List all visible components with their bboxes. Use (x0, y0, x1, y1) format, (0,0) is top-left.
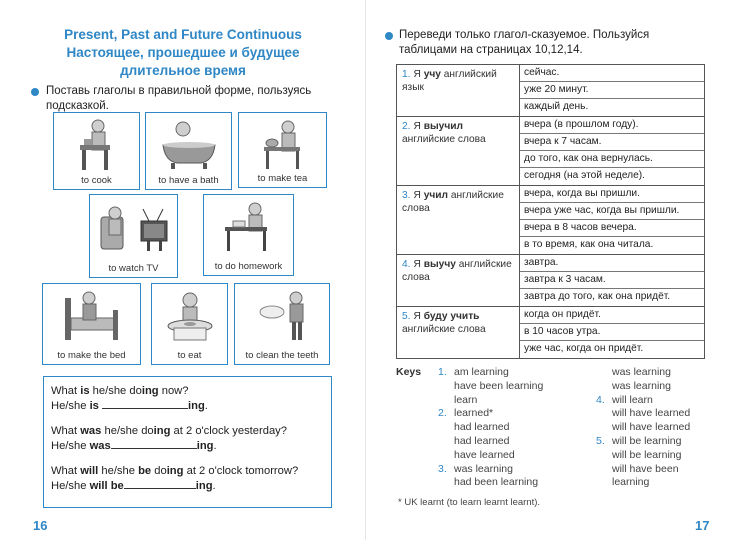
table-cell-time-phrases: завтра. завтра к 3 часам. завтра до того, как она придёт. (520, 255, 705, 307)
picture-card-tv (89, 194, 178, 278)
page-number-left: 16 (33, 518, 48, 533)
question-box (43, 376, 332, 508)
keys-column-1 (438, 366, 543, 490)
footnote: * UK learnt (to learn learnt learnt). (398, 497, 541, 508)
picture-card-homework (203, 194, 294, 276)
key-line: 5. will be learning (596, 434, 682, 447)
picture-card-bath (145, 112, 232, 190)
keys-label: Keys (396, 366, 422, 378)
homework-illustration-icon (219, 199, 279, 253)
eating-illustration-icon (164, 288, 216, 344)
key-line: have been learning (454, 379, 544, 392)
answer-line: He/she will be ing. (51, 479, 216, 492)
key-line: will have learned (612, 421, 691, 434)
picture-card-bed (42, 283, 141, 365)
picture-caption: to make tea (257, 173, 308, 184)
key-line: have learned (454, 448, 515, 461)
right-instruction: Переведи только глагол-сказуемое. Пользуйся таблицами на страницах 10,12,14. (399, 28, 709, 58)
answer-blank[interactable] (102, 399, 188, 409)
table-row (397, 186, 705, 255)
teeth-cleaning-illustration-icon (252, 288, 312, 344)
page-number-right: 17 (695, 518, 710, 533)
key-line: 2. learned* (438, 407, 494, 420)
picture-caption: to clean the teeth (245, 350, 319, 361)
answer-blank[interactable] (111, 439, 197, 449)
bed-illustration-icon (59, 288, 125, 344)
answer-line: He/she is ing. (51, 399, 208, 412)
title-en: Present, Past and Future Continuous (64, 27, 302, 42)
picture-caption: to cook (81, 175, 112, 186)
bullet-icon (385, 32, 393, 40)
picture-card-eat (151, 283, 228, 365)
table-row (397, 255, 705, 307)
key-line: will be learning (612, 448, 682, 461)
table-cell-sentence: 2. Я выучил английские слова (397, 117, 520, 186)
left-instruction: Поставь глаголы в правильной форме, пользуясь подсказкой. (46, 84, 341, 114)
key-line: learn (454, 393, 478, 406)
picture-card-teeth (234, 283, 330, 365)
key-line: 1. am learning (438, 366, 509, 378)
table-row (397, 307, 705, 359)
key-line: had been learning (454, 476, 539, 489)
table-cell-sentence: 3. Я учил английские слова (397, 186, 520, 255)
table-cell-time-phrases: сейчас. уже 20 минут. каждый день. (520, 65, 705, 117)
key-line: 4. will learn (596, 393, 653, 406)
key-line: 3. was learning (438, 462, 513, 475)
left-page (0, 0, 366, 540)
translation-table (396, 64, 705, 359)
tv-illustration-icon (97, 199, 171, 259)
picture-card-tea (238, 112, 327, 188)
picture-caption: to do homework (214, 261, 283, 272)
question-line: What was he/she doing at 2 o'clock yesterday? (51, 425, 287, 437)
key-line: was learning (612, 366, 671, 378)
key-line: learning (612, 476, 650, 489)
title-ru-line2: длительное время (120, 63, 246, 78)
title-ru-line1: Настоящее, прошедшее и будущее (66, 45, 300, 60)
picture-card-cook (53, 112, 140, 190)
key-line: had learned (454, 434, 510, 447)
key-line: had learned (454, 421, 510, 434)
table-cell-time-phrases: когда он придёт. в 10 часов утра. уже час, когда он придёт. (520, 307, 705, 359)
table-cell-sentence: 1. Я учу английский язык (397, 65, 520, 117)
answer-blank[interactable] (124, 479, 196, 489)
table-cell-time-phrases: вчера (в прошлом году). вчера к 7 часам. до того, как она вернулась. сегодня (на этой неделе). (520, 117, 705, 186)
key-line: will have been (612, 462, 679, 475)
bullet-icon (31, 88, 39, 96)
right-page (366, 0, 733, 540)
picture-caption: to make the bed (57, 350, 126, 361)
picture-caption: to watch TV (108, 263, 159, 274)
cooking-illustration-icon (72, 117, 122, 173)
picture-caption: to eat (177, 350, 202, 361)
table-row (397, 117, 705, 186)
answer-line: He/she was ing. (51, 439, 217, 452)
question-line: What is he/she doing now? (51, 385, 189, 397)
tea-illustration-icon (258, 117, 308, 171)
key-line: will have learned (612, 407, 691, 420)
table-cell-sentence: 5. Я буду учить английские слова (397, 307, 520, 359)
keys-column-2 (596, 366, 690, 490)
question-line: What will he/she be doing at 2 o'clock tomorrow? (51, 465, 299, 477)
table-cell-time-phrases: вчера, когда вы пришли. вчера уже час, когда вы пришли. вчера в 8 часов вечера. в то время, как она читала. (520, 186, 705, 255)
table-row (397, 65, 705, 117)
table-cell-sentence: 4. Я выучу английские слова (397, 255, 520, 307)
key-line: was learning (612, 379, 671, 392)
picture-caption: to have a bath (158, 175, 219, 186)
bathtub-illustration-icon (157, 117, 221, 173)
